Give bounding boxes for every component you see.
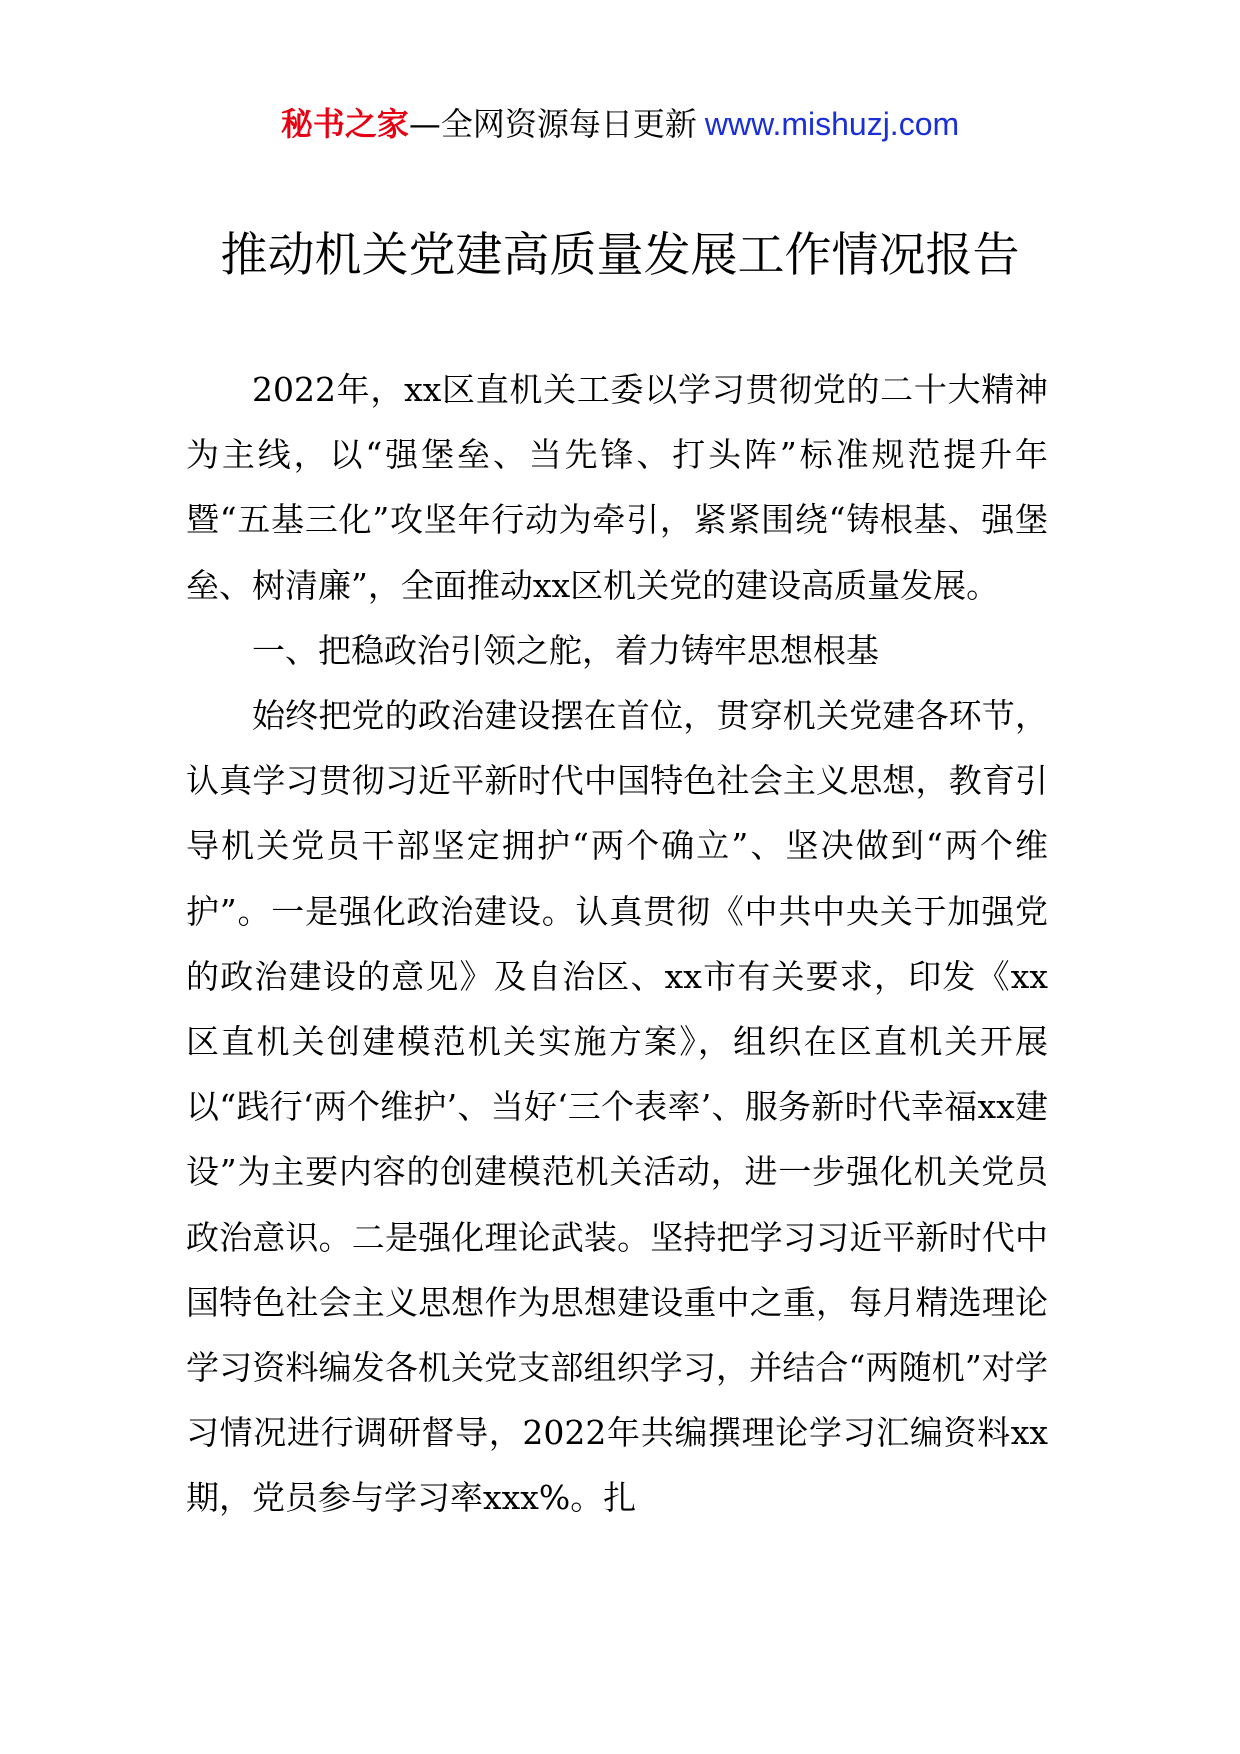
- document-title: 推动机关党建高质量发展工作情况报告: [220, 228, 1020, 283]
- site-header: [0, 100, 1240, 148]
- intro-paragraph: 2022年，xx区直机关工委以学习贯彻党的二十大精神为主线，以“强堡垒、当先锋、打头阵”标准规范提升年暨“五基三化”攻坚年行动为牵引，紧紧围绕“铸根基、强堡垒、树清廉”，全面推动xx区机关党的建设高质量发展。: [186, 370, 1048, 605]
- site-brand: 秘书之家: [280, 105, 409, 143]
- section-paragraph: 始终把党的政治建设摆在首位，贯穿机关党建各环节，认真学习贯彻习近平新时代中国特色社会主义思想，教育引导机关党员干部坚定拥护“两个确立”、坚决做到“两个维护”。一是强化政治建设。认真贯彻《中共中央关于加强党的政治建设的意见》及自治区、xx市有关要求，印发《xx区直机关创建模范机关实施方案》，组织在区直机关开展以“践行‘两个维护’、当好‘三个表率’、服务新时代幸福xx建设”为主要内容的创建模范机关活动，进一步强化机关党员政治意识。二是强化理论武装。坚持把学习习近平新时代中国特色社会主义思想作为思想建设重中之重，每月精选理论学习资料编发各机关党支部组织学习，并结合“两随机”对学习情况进行调研督导，2022年共编撰理论学习汇编资料xx期，党员参与学习率xxx%。扎: [186, 696, 1048, 1518]
- site-url-link[interactable]: www.mishuzj.com: [704, 106, 960, 142]
- document-body: [186, 357, 1048, 1531]
- section-heading: 一、把稳政治引领之舵，着力铸牢思想根基: [252, 630, 879, 670]
- site-tagline: —全网资源每日更新: [408, 105, 697, 143]
